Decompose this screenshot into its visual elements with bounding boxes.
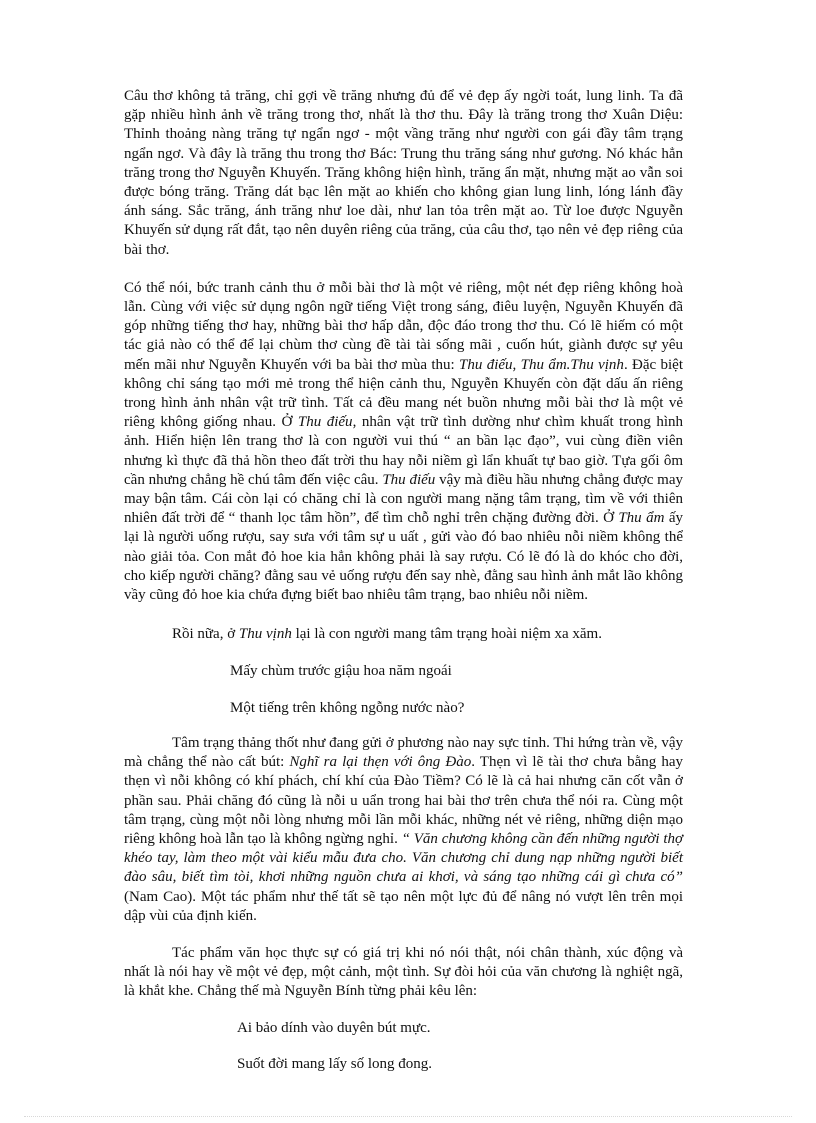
verse-line: Một tiếng trên không ngỗng nước nào?	[230, 699, 465, 716]
paragraph-literary-value: Tác phẩm văn học thực sự có giá trị khi nó nói thật, nói chân thành, xúc động và nhất là nói hay về một vẻ đẹp, một cảnh, một tình. Sự đòi hỏi của văn chương là nghiệt ngã, là khắt khe. Chẳng thế mà Nguyễn Bính từng phải kêu lên:	[124, 944, 683, 1000]
paragraph-text: vậy mà điều hầu nhưng chẳng được may may bận tâm. Cái còn lại có chăng chỉ là con người mang nặng tâm trạng, tìm về với thiên nhiên đất trời để “ thanh lọc tâm hồn”, để tìm chỗ nghỉ trên chặng đường đời. Ở	[124, 471, 683, 527]
intro-line	[124, 625, 683, 644]
verse-line: Suốt đời mang lấy số long đong.	[237, 1055, 433, 1072]
poem-title: Thu điếu	[297, 414, 353, 431]
paragraph-autumn-poems	[124, 279, 683, 605]
document-body	[124, 87, 683, 1074]
paragraph-text: . Thẹn vì lẽ tài thơ chưa bằng hay thẹn vì nỗi không có khí phách, chí khí của Đào Tiềm? Có lẽ là cả hai nhưng căn cốt vẫn ở phần sau. Phải chăng đó cũng là nỗi u uẩn trong hai bài thơ trên chưa thể nói ra. Cùng một tâm trạng, cùng một nỗi lòng nhưng mỗi lần mỗi khác, những nét vẻ riêng, những diện mạo riêng không hoà lẫn tạo là không ngừng nghỉ.	[124, 754, 683, 847]
poem-title: Thu ẩm	[618, 510, 665, 527]
poem-title: Thu vịnh	[238, 626, 292, 643]
paragraph-text: Có thể nói, bức tranh cảnh thu ở mỗi bài thơ là một vẻ riêng, một nét đẹp riêng không hoà lẫn. Cùng với việc sử dụng ngôn ngữ tiếng Việt trong sáng, điêu luyện, Nguyễn Khuyến đã góp những tiếng thơ hay, những bài thơ hấp dẫn, độc đáo trong thơ thu. Có lẽ hiếm có một tác giả nào có thể để lại chùm thơ cùng đề tài tài sống mãi , cuốn hút, giành được sự yêu mến mãi như Nguyễn Khuyến với ba bài thơ mùa thu:	[124, 279, 683, 373]
nam-cao-quote: “ Văn chương không cần đến những người thợ khéo tay, làm theo một vài kiểu mẫu đưa cho. Văn chương chỉ dung nạp những người biết đào sâu, biết tìm tòi, khơi những nguồn chưa ai khơi, và sáng tạo những cái gì chưa có”	[124, 830, 683, 886]
paragraph-text: (Nam Cao). Một tác phẩm như thế tất sẽ tạo nên một lực đủ để nâng nó vượt lên trên mọi dập vùi của định kiến.	[124, 888, 683, 924]
poem-titles: Thu điếu, Thu ẩm.Thu vịnh	[459, 356, 624, 373]
quoted-verse: Nghĩ ra lại thẹn với ông Đào	[289, 754, 472, 771]
intro-text: lại là con người mang tâm trạng hoài niệm xa xăm.	[291, 626, 602, 643]
page-bottom-divider	[24, 1116, 792, 1117]
paragraph-moon-imagery: Câu thơ không tả trăng, chỉ gợi về trăng nhưng đủ để vẻ đẹp ấy ngời toát, lung linh. Ta đã gặp nhiều hình ảnh về trăng trong thơ, nhất là thơ thu. Đây là trăng trong thơ Xuân Diệu: Thỉnh thoảng nàng trăng tự ngẩn ngơ - một vầng trăng như người con gái đầy tâm trạng ngẩn ngơ. Và đây là trăng thu trong thơ Bác: Trung thu trăng sáng như gương. Nó khác hẳn trăng trong thơ Nguyễn Khuyến. Trăng không hiện hình, trăng ẩn mặt, nhưng mặt ao vẫn soi được bóng trăng. Trăng dát bạc lên mặt ao khiến cho không gian lung linh, lóng lánh đầy ánh sáng. Sắc trăng, ánh trăng như loe dài, như lan tỏa trên mặt ao. Từ loe được Nguyễn Khuyến sử dụng rất đắt, tạo nên duyên riêng của trăng, của câu thơ, tạo nên vẻ đẹp riêng của bài thơ.	[124, 88, 683, 258]
poem-title: Thu điếu	[382, 471, 436, 488]
verse-line: Mấy chùm trước giậu hoa năm ngoái	[230, 663, 452, 680]
paragraph-text: Tâm trạng thảng thốt như đang gửi ở phương nào nay sực tỉnh. Thi hứng tràn về, vậy mà chẳng thể nào cất bút:	[124, 734, 683, 771]
paragraph-text: ấy lại là người uống rượu, say sưa với tâm sự u uất , gửi vào đó bao nhiêu nỗi niềm không thể nào giải tỏa. Con mắt đỏ hoe kia hẳn không phải là say rượu. Có lẽ đó là do khóc cho đời, cho kiếp người chăng? đằng sau vẻ uống rượu đến say nhè, đằng sau hình ảnh mắt lão không vầy cũng đỏ hoe kia chứa đựng biết bao nhiêu tâm trạng, bao nhiêu nỗi niềm.	[124, 510, 683, 604]
paragraph-text: . Đặc biệt không chỉ sáng tạo mới mẻ trong thể hiện cảnh thu, Nguyễn Khuyến còn đặt dấu ấn riêng trong hình ảnh nhân vật trữ tình. Tất cả đều mang nét buồn nhưng mỗi bài thơ là một vẻ riêng không giống nhau. Ở	[124, 356, 684, 431]
paragraph-text: , nhân vật trữ tình dường như chìm khuất trong hình ảnh. Hiển hiện lên trang thơ là con người vui thú “ an bần lạc đạo”, vui cùng điền viên nhưng kì thực đã thả hồn theo đất trời thu hay nỗi niềm gì lẩn khuất tự bao giờ. Tựa gối ôm cần nhưng chẳng hề chú tâm đến việc câu.	[124, 414, 684, 488]
paragraph-poet-mood	[124, 734, 683, 926]
intro-text: Rồi nữa, ở	[172, 626, 239, 643]
verse-line: Ai bảo dính vào duyên bút mực.	[237, 1019, 431, 1036]
